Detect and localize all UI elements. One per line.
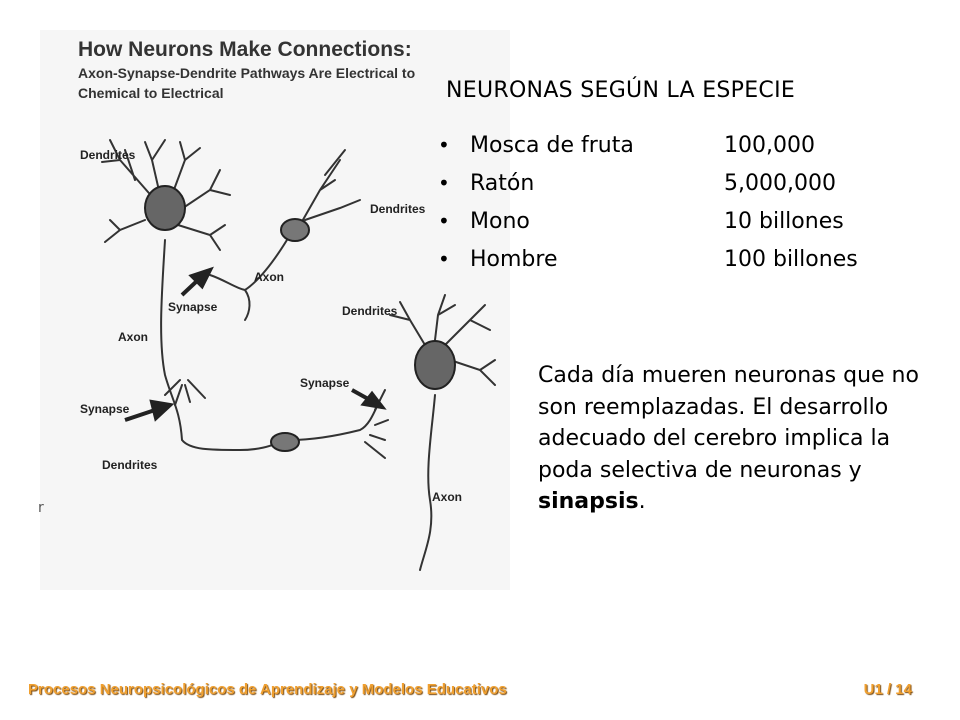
figure-title: How Neurons Make Connections:	[78, 38, 412, 61]
stray-mark: r	[38, 500, 44, 516]
species-count: 100,000	[724, 132, 815, 158]
footer-page-number: U1 / 14	[863, 681, 912, 698]
label-dendrites-1: Dendrites	[80, 148, 136, 162]
note-end: .	[638, 489, 646, 514]
label-axon-3: Axon	[432, 490, 462, 504]
species-count: 5,000,000	[724, 170, 836, 196]
figure-subtitle-line1: Axon-Synapse-Dendrite Pathways Are Electrical to	[78, 65, 416, 81]
label-dendrites-4: Dendrites	[102, 458, 158, 472]
species-count: 100 billones	[724, 246, 858, 272]
note-text: Cada día mueren neuronas que no son reemplazadas. El desarrollo adecuado del cerebro implica la poda selectiva de neuronas y	[538, 363, 919, 483]
species-list	[438, 126, 858, 278]
species-item	[438, 202, 858, 240]
species-name: Ratón	[470, 170, 535, 196]
note-bold-term: sinapsis	[538, 489, 639, 514]
species-item	[438, 126, 858, 164]
slide-heading: NEURONAS SEGÚN LA ESPECIE	[446, 78, 796, 103]
neuron-diagram	[40, 30, 510, 590]
bullet-icon: •	[438, 171, 450, 195]
label-axon-2: Axon	[118, 330, 148, 344]
bullet-icon: •	[438, 133, 450, 157]
label-synapse-1: Synapse	[168, 300, 218, 314]
figure-subtitle-line2: Chemical to Electrical	[78, 85, 224, 101]
species-name: Hombre	[470, 246, 558, 272]
label-axon-1: Axon	[254, 270, 284, 284]
bullet-icon: •	[438, 209, 450, 233]
neuron-loss-note	[538, 360, 938, 518]
label-dendrites-3: Dendrites	[342, 304, 398, 318]
species-count: 10 billones	[724, 208, 844, 234]
figure-title-block	[78, 38, 415, 102]
label-dendrites-2: Dendrites	[370, 202, 426, 216]
label-synapse-2: Synapse	[300, 376, 350, 390]
species-name: Mono	[470, 208, 530, 234]
species-name: Mosca de fruta	[470, 132, 634, 158]
species-item	[438, 164, 858, 202]
label-synapse-3: Synapse	[80, 402, 130, 416]
species-item	[438, 240, 858, 278]
bullet-icon: •	[438, 247, 450, 271]
footer-course-title: Procesos Neuropsicológicos de Aprendizaje y Modelos Educativos	[28, 681, 507, 698]
neuron-illustration	[40, 30, 510, 590]
